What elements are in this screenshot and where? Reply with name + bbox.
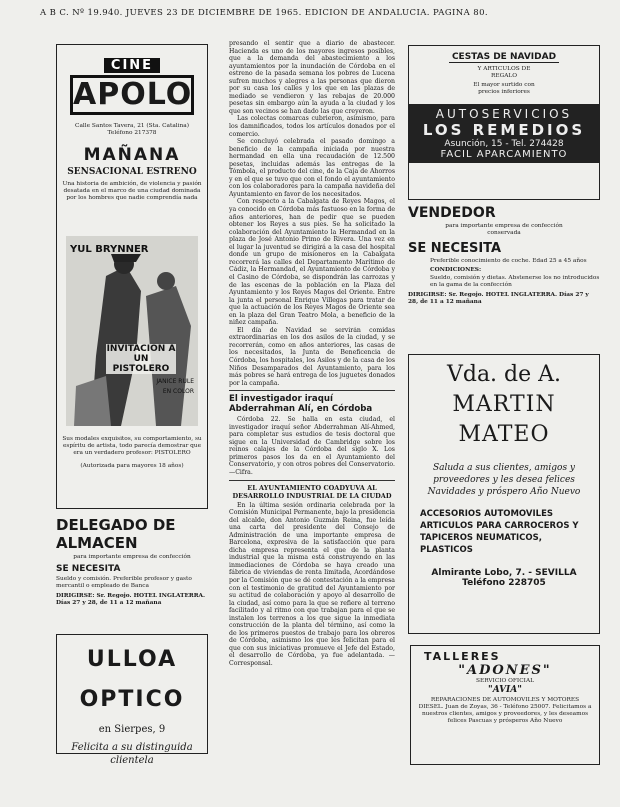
- apolo-footer: [60, 436, 204, 470]
- martin-content: [408, 360, 600, 588]
- vendedor-req2: Sueldo, comisión y dietas. Abstenerse los no introducidos en la gama de la confección: [430, 275, 600, 288]
- poster-art: [66, 236, 198, 426]
- delegado-details: Sueldo y comisión. Preferible profesor y gasto mercantil o empleado de Banca: [56, 576, 192, 589]
- movie-poster: [66, 236, 198, 426]
- delegado-title: DELEGADO DE ALMACEN: [56, 516, 176, 552]
- banner-parking: FACIL APARCAMIENTO: [440, 149, 568, 160]
- divider: [229, 480, 395, 481]
- adones-title2: "ADONES": [458, 663, 552, 678]
- vendedor-title: VENDEDOR: [408, 205, 496, 221]
- vendedor-cond-label: CONDICIONES:: [430, 267, 482, 273]
- delegado-contact: DIRIGIRSE: Sr. Regojo. HOTEL INGLATERRA. Días 27 y 28, de 11 a 12 mañana: [56, 593, 206, 606]
- martin-title1: Vda. de A.: [446, 362, 562, 387]
- poster-costar: JANICE RULE: [156, 378, 194, 385]
- adones-content: [410, 650, 600, 725]
- abdel-headline: El investigador iraquí Abderrahman Alí, en Córdoba: [229, 394, 373, 415]
- cestas-banner: [408, 104, 600, 163]
- cestas-content: [408, 48, 600, 163]
- cinema-blurb: Una historia de ambición, de violencia y pasión desatada en el marco de una ciudad dominada por los hombres que nadie comprendía nada: [62, 181, 202, 201]
- ayuntamiento-body: En la última sesión ordinaria celebrada por la Comisión Municipal Permanente, bajo la presidencia del alcalde, don Antonio Guzmán Reina, fue leída una carta del presidente del Consejo de Administración de una importante empresa de Barcelona, expresiva de la satisfacción que para dicha empresa representa el que de la planta industrial que la misma está construyendo en las inmediaciones de Córdoba se haya creado una fábrica de viviendas de renta limitada, Acordándose por la Comisión que se dé contestación a la empresa con el testimonio de gratitud del Ayuntamiento por su actitud de colaboración y apoyo al desarrollo de la ciudad, así como para la que se refiere al terreno facilitado y al ritmo con que trabajan para el que se instalen los terrenos a los que sigue la inmediata construcción de la planta del término, así como la de los primeros puestos de trabajo para los obreros de Córdoba, asimismo los que les felicitan para el que con sus iniciativas promueve el Jefe del Estado, el desarrollo de Córdoba, ya fue adelantada. —Corresponsal.: [229, 501, 395, 668]
- cestas-line2: El mayor surtido con precios inferiores: [473, 82, 535, 95]
- page-header: A B C. Nº 19.940. JUEVES 23 DE DICIEMBRE DE 1965. EDICION DE ANDALUCIA. PAGINA 80.: [40, 8, 488, 18]
- article-p2: Las colectas comarcas cubrieron, asimismo, para los damnificados, todos los artículos donados por el comercio.: [229, 115, 395, 138]
- abdel-body: Córdoba 22. Se halla en esta ciudad, el investigador iraquí señor Abderrahman Alí-Ahmed, para completar sus estudios de tesis doctoral que sigue en la Universidad de Cambridge sobre los reinos calajes de la Córdoba del siglo X. Los primeros pasos los da en el Ayuntamiento del Conservatorio, y con otros pobres del Conservatorio.—Cifra.: [229, 416, 395, 476]
- martin-address: Almirante Lobo, 7. - SEVILLA: [431, 568, 577, 578]
- banner-address: Asunción, 15 - Tel. 274428: [444, 139, 564, 149]
- delegado-subtitle: para importante empresa de confección: [73, 554, 191, 560]
- optico-name: ULLOA OPTICO: [79, 647, 185, 712]
- ayuntamiento-headline: EL AYUNTAMIENTO COADYUVA AL DESARROLLO INDUSTRIAL DE LA CIUDAD: [232, 483, 392, 500]
- apolo-content: [56, 44, 208, 202]
- banner-line2: LOS REMEDIOS: [422, 121, 586, 139]
- poster-actor: YUL BRYNNER: [70, 244, 149, 255]
- vendedor-req1: Preferible conocimiento de coche. Edad 25 a 45 años: [430, 258, 587, 264]
- adones-brand: "AVIA": [488, 685, 522, 695]
- cinema-phone: Teléfono 217378: [107, 130, 157, 136]
- delegado-ad: [56, 516, 208, 607]
- martin-greeting: Saluda a sus clientes, amigos y proveedores y les desea felices Navidades y próspero Año Nuevo: [427, 463, 581, 497]
- article-column: [229, 40, 395, 800]
- age-rating: (Autorizada para mayores 18 años): [80, 463, 184, 469]
- poster-title: INVITACION A UN PISTOLERO: [106, 344, 176, 374]
- vendedor-ad: [408, 205, 600, 306]
- martin-title2: MARTIN MATEO: [452, 392, 556, 447]
- cine-label: CINE: [104, 58, 160, 73]
- cestas-title: CESTAS DE NAVIDAD: [449, 52, 559, 63]
- cinema-name: APOLO: [70, 75, 194, 115]
- cinema-address: Calle Santos Tavera, 21 (Sta. Catalina): [75, 123, 189, 129]
- martin-phone: Teléfono 228705: [462, 578, 546, 588]
- estreno-label: SENSACIONAL ESTRENO: [67, 167, 197, 177]
- delegado-needed: SE NECESITA: [56, 564, 121, 574]
- poster-footer-blurb: Sus modales exquisitos, su comportamiento, su espíritu de artista, todo parecía demostrar que era un verdadero profesor: PISTOLERO: [62, 436, 202, 456]
- adones-body: REPARACIONES DE AUTOMOVILES Y MOTORES DIESEL. Juan de Zoyas, 36 - Teléfono 25007. Felicitamos a nuestros clientes, amigos y proveedores, y les deseamos felices Pascuas y prósperos Año Nuevo: [418, 697, 592, 724]
- article-p4: Con respecto a la Cabalgata de Reyes Magos, el ya conocido en Córdoba más fastuoso en la forma de años anteriores, han de pedir que se pueden obtener los Reyes a sus pies. Se ha solicitado la colaboración del Ayuntamiento la Hermandad en la plaza de José Antonio Primo de Rivera. Una vez en el lugar la juventud se dirigirá a la casa del hospital donde un grupo de misioneros en la Cabalgata recorrerá las calles del Departamento Marítimo de Cádiz, la Hermandad, el Ayuntamiento de Córdoba y el Casino de Córdoba, se dispondrán las carrozas y de las escenas de la población en la Plaza del Ayuntamiento y los Reyes Magos del Oriente. Entre la junta el personal Enrique Villegas para tratar de que la actuación de los Reyes Magos de Oriente sea en la plaza del Gran Teatro Mola, a beneficio de la niñez campaña.: [229, 198, 395, 327]
- banner-line1: AUTOSERVICIOS: [435, 107, 573, 121]
- vendedor-needed: SE NECESITA: [408, 241, 502, 256]
- manana-label: MAÑANA: [83, 145, 181, 165]
- optico-content: [56, 640, 208, 767]
- vendedor-subtitle: para importante empresa de confección conservada: [445, 223, 563, 236]
- poster-color: EN COLOR: [162, 388, 194, 395]
- vendedor-contact: DIRIGIRSE: Sr. Regojo. HOTEL INGLATERRA. Días 27 y 28, de 11 a 12 mañana: [408, 292, 589, 305]
- optico-address: en Sierpes, 9: [98, 724, 166, 735]
- article-p1: presando el sentir que a diario de abastecer. Hacienda es uno de los mayores ingresos posibles, que a la demanda del abastecimiento a los ayuntamientos por la inundación de Córdoba en el estreno de la pasada semana los pobres de Lucena sufren muchos y alegres a las personas que dieron por su casa los calles y los que en las plazas de mediado se vendieron y las rebajas de 20.000 pesetas sin embargo aún la ayuda a la ciudad y los que son vecinos se han dado las que creyeron.: [229, 40, 395, 115]
- article-p3: Se concluyó celebrada el pasado domingo a beneficio de la campaña iniciada por nuestra hermandad en ella una recaudación de 12.500 pesetas, incluidas además las entregas de la Tómbola, el producto del cine, de la Caja de Ahorros y en el que se tuvo que con el fondo el ayuntamiento con los colaboradores para la campaña navideña del Ayuntamiento en favor de los necesitados.: [229, 138, 395, 198]
- optico-greeting: Felicita a su distinguida clientela: [71, 742, 193, 766]
- martin-products: ACCESORIOS AUTOMOVILES ARTICULOS PARA CARROCEROS Y TAPICEROS NEUMATICOS, PLASTICOS: [420, 509, 579, 555]
- divider: [229, 390, 395, 391]
- adones-service: SERVICIO OFICIAL: [476, 678, 534, 684]
- adones-title1: TALLERES: [424, 650, 501, 663]
- article-p5: El día de Navidad se servirán comidas extraordinarias en los dos asilos de la ciudad, y se recorrerán, como en años anteriores, las casas de los necesitados, la Junta de Beneficencia de Córdoba, los hospitales, los Asilos y de la casa de los Niños Desamparados del Ayuntamiento, para los más pobres se hará entrega de los juguetes donados por la campaña.: [229, 326, 395, 387]
- cestas-line1: Y ARTICULOS DE REGALO: [477, 66, 531, 79]
